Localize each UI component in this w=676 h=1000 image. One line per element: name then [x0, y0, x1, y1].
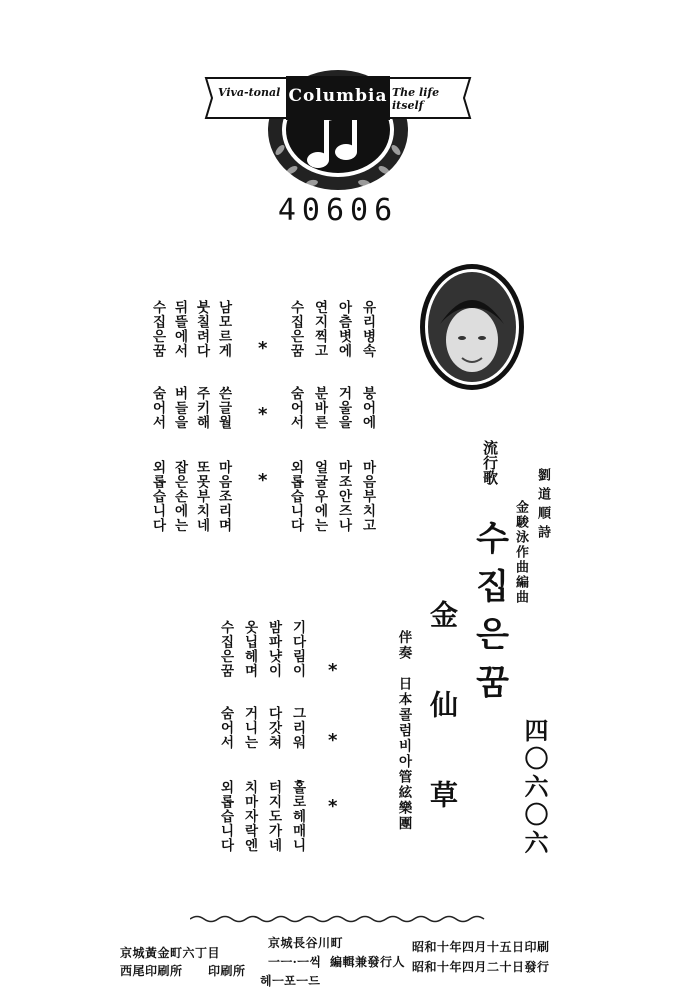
separator-star: *	[328, 796, 338, 817]
song-title: 수집은꿈	[469, 520, 509, 712]
verse-line: 주키해	[193, 386, 210, 430]
verse-line: 분바른	[311, 386, 328, 430]
verse-line: 붕어에	[359, 386, 376, 430]
imprint-printer: 印刷所	[208, 964, 246, 978]
verse-line: 숨어서	[217, 706, 234, 750]
verse-line: 외롭습니다	[149, 460, 166, 533]
composer-credit: 金駿泳作曲編曲	[513, 500, 528, 605]
verse-line: 수집은꿈	[287, 300, 304, 358]
catalog-number: 40606	[277, 193, 399, 228]
verse-line: 외롭습니다	[217, 780, 234, 853]
verse-line: 터지도가네	[265, 780, 282, 853]
verse-line: 마음조리며	[215, 460, 232, 533]
verse-line: 홀로헤매니	[289, 780, 306, 853]
imprint-address: 京城長谷川町	[268, 936, 344, 950]
verse-line: 잡은손에는	[171, 460, 188, 533]
verse-line: 연지찍고	[311, 300, 328, 358]
catalog-number-kanji: 四〇六〇六	[520, 718, 549, 858]
verse-line: 기다림이	[289, 620, 306, 678]
verse-line: 아츰볏에	[335, 300, 352, 358]
verse-line: 옷닙헤며	[241, 620, 258, 678]
separator-star: *	[258, 338, 268, 359]
verse-line: 외롭습니다	[287, 460, 304, 533]
verse-line: 숨어서	[287, 386, 304, 430]
verse-line: 남모르게	[215, 300, 232, 358]
imprint-address-line: 一ㅡ·ㅡ씩	[268, 955, 322, 969]
verse-line: 거울을	[335, 386, 352, 430]
verse-line: 다갓쳐	[265, 706, 282, 750]
verse-line: 버들을	[171, 386, 188, 430]
divider-line	[190, 914, 490, 924]
columbia-logo	[200, 40, 476, 190]
verse-line: 수집은꿈	[149, 300, 166, 358]
logo-brand: Columbia	[288, 86, 388, 106]
imprint-editor: 編輯兼發行人	[330, 955, 406, 969]
verse-line: 밤파냣이	[265, 620, 282, 678]
genre-label: 流行歌	[481, 440, 499, 485]
verse-line: 붓칠려다	[193, 300, 210, 358]
verse-line: 또못부치네	[193, 460, 210, 533]
verse-line: 쓴글월	[215, 386, 232, 430]
verse-line: 얼굴우에는	[311, 460, 328, 533]
logo-right-text: The life itself	[392, 86, 440, 112]
verse-line: 수집은꿈	[217, 620, 234, 678]
imprint-address-line: 헤ㅡ포ㅡ드	[260, 974, 321, 988]
imprint-printer-name: 西尾印刷所	[120, 964, 183, 978]
verse-line: 뒤뜰에서	[171, 300, 188, 358]
singer-portrait	[418, 262, 526, 392]
logo-graphic	[200, 40, 476, 190]
verse-line: 그리워	[289, 706, 306, 750]
separator-star: *	[258, 470, 268, 491]
verse-line: 마음부치고	[359, 460, 376, 533]
separator-star: *	[258, 404, 268, 425]
logo-left-text: Viva-tonal	[218, 86, 281, 99]
imprint-printer-place: 京城黃金町六丁目	[120, 946, 221, 960]
imprint-published: 昭和十年四月二十日發行	[412, 960, 550, 974]
verse-line: 마조안즈나	[335, 460, 352, 533]
verse-line: 치마자락엔	[241, 780, 258, 853]
lyricist-credit: 劉道順詩	[535, 468, 550, 544]
accompaniment-credit: 伴奏 日本콜럼비아管絃樂團	[395, 630, 412, 832]
singer-name: 金仙草	[426, 600, 459, 870]
separator-star: *	[328, 730, 338, 751]
verse-line: 숨어서	[149, 386, 166, 430]
separator-star: *	[328, 660, 338, 681]
verse-line: 거니는	[241, 706, 258, 750]
verse-line: 유리병속	[359, 300, 376, 358]
imprint-printed: 昭和十年四月十五日印刷	[412, 940, 550, 954]
